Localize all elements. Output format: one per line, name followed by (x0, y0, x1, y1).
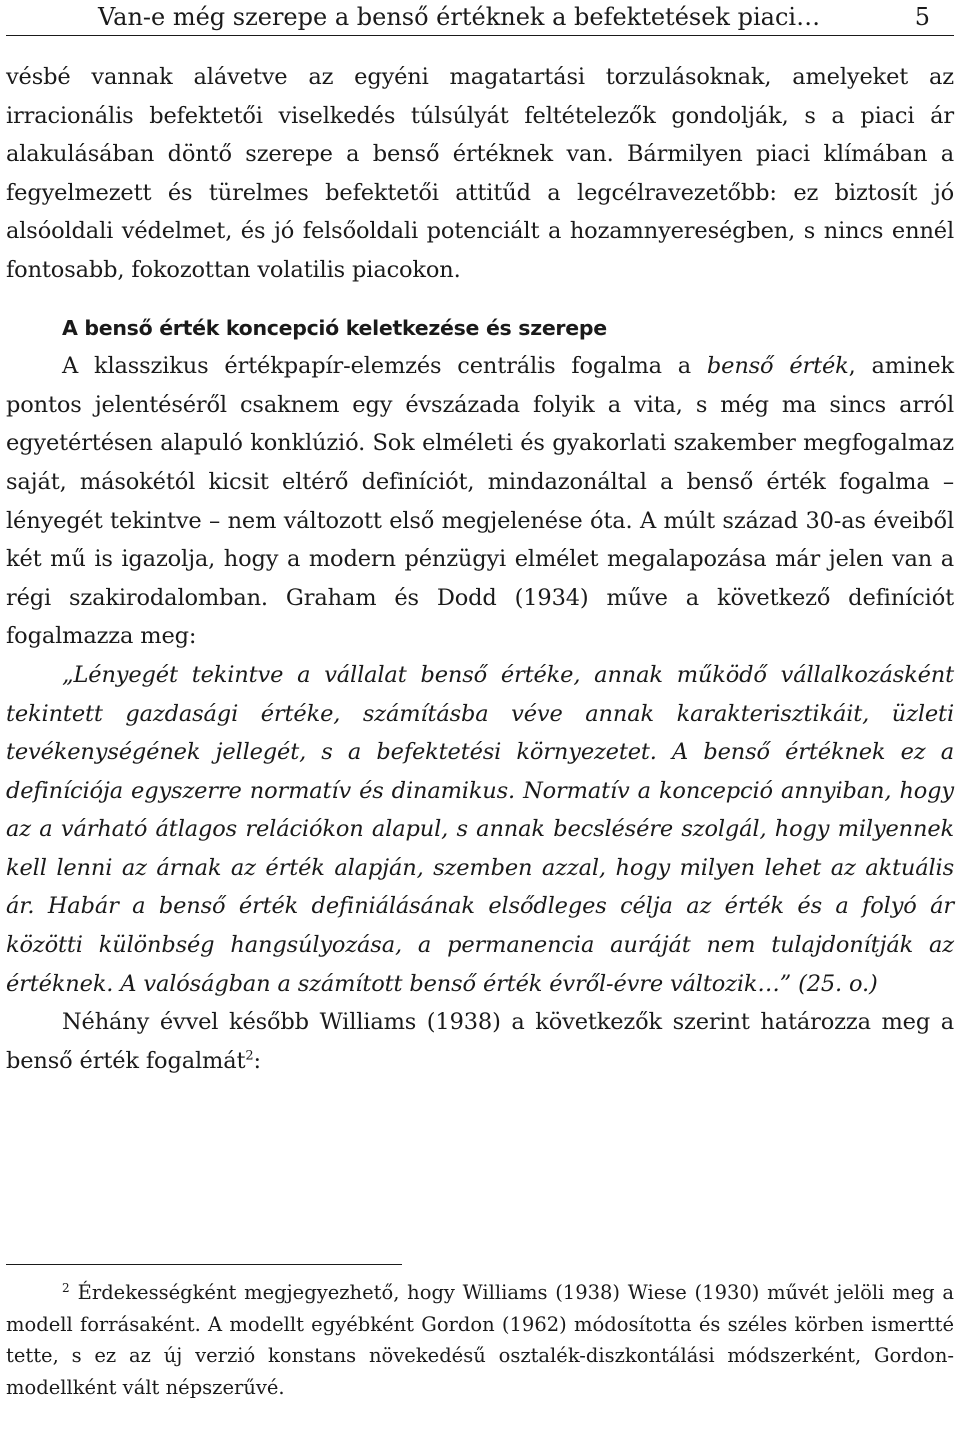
footnote-reference: 2 (245, 1048, 254, 1064)
emphasized-term: benső érték (706, 353, 849, 380)
running-title: Van-e még szerepe a benső értéknek a befektetések piaci… (98, 3, 821, 31)
body-text (6, 58, 954, 1080)
paragraph-text: Néhány évvel később Williams (1938) a következők szerint határozza meg a benső érték fogalmát (6, 1009, 954, 1074)
paragraph-text: , aminek pontos jelentéséről csaknem egy évszázada folyik a vita, s még ma sincs arról egyetértésen alapuló konklúzió. Sok elméleti és gyakorlati szakember megfogalmaz saját, másokétól kicsit eltérő definíciót, mindazonáltal a benső érték fogalma – lényegét tekintve – nem változott első megjelenése óta. A múlt század 30-as éveiből két mű is igazolja, hogy a modern pénzügyi elmélet megalapozása már jelen van a régi szakirodalomban. Graham és Dodd (1934) műve a következő definíciót fogalmazza meg: (6, 353, 954, 650)
block-quote: „Lényegét tekintve a vállalat benső értéke, annak működő vállalkozásként tekintett gazdasági értéke, számításba véve annak karakterisztikáit, üzleti tevékenységének jellegét, s a befektetési környezetet. A benső értéknek ez a definíciója egyszerre normatív és dinamikus. Normatív a koncepció annyiban, hogy az a várható átlagos relációkon alapul, s annak becslésére szolgál, hogy milyennek kell lenni az árnak az érték alapján, szemben azzal, hogy milyen lehet az aktuális ár. Habár a benső érték definiálásának elsődleges célja az érték és a folyó ár közötti különbség hangsúlyozása, a permanencia auráját nem tulajdonítják az értéknek. A valóságban a számított benső érték évről-évre változik…” (25. o.) (6, 661, 954, 997)
footnote-number: 2 (62, 1281, 70, 1295)
paragraph-continued: vésbé vannak alávetve az egyéni magatartási torzulásoknak, amelyeket az irracionális befektetői viselkedés túlsúlyát feltételezők gondolják, s a piaci ár alakulásában döntő szerepe a benső értéknek van. Bármilyen piaci klímában a fegyelmezett és türelmes befektetői attitűd a legcélravezetőbb: ez biztosít jó alsóoldali védelmet, és jó felsőoldali potenciált a hozamnyereségben, s nincs ennél fontosabb, fokozottan volatilis piacokon. (6, 64, 954, 283)
page-number: 5 (914, 3, 930, 31)
running-header (98, 2, 930, 32)
paragraph-text: : (253, 1047, 261, 1074)
section-heading: A benső érték koncepció keletkezése és szerepe (62, 315, 607, 340)
footnote-text: Érdekességként megjegyezhető, hogy Williams (1938) Wiese (1930) művét jelöli meg a modell forrásaként. A modellt egyébként Gordon (1962) módosította és széles körben ismertté tette, s ez az új verzió konstans növekedésű osztalék-diszkontálási módszerként, Gordon-modellként vált népszerűvé. (6, 1281, 954, 1399)
footnote (6, 1273, 954, 1403)
paragraph-williams (6, 1003, 954, 1080)
footnote-rule (6, 1264, 402, 1265)
header-rule (6, 35, 954, 36)
paragraph-definition-intro (6, 347, 954, 656)
paragraph-text: A klasszikus értékpapír-elemzés centrális fogalma a (62, 353, 692, 380)
footnote-paragraph (6, 1273, 954, 1403)
